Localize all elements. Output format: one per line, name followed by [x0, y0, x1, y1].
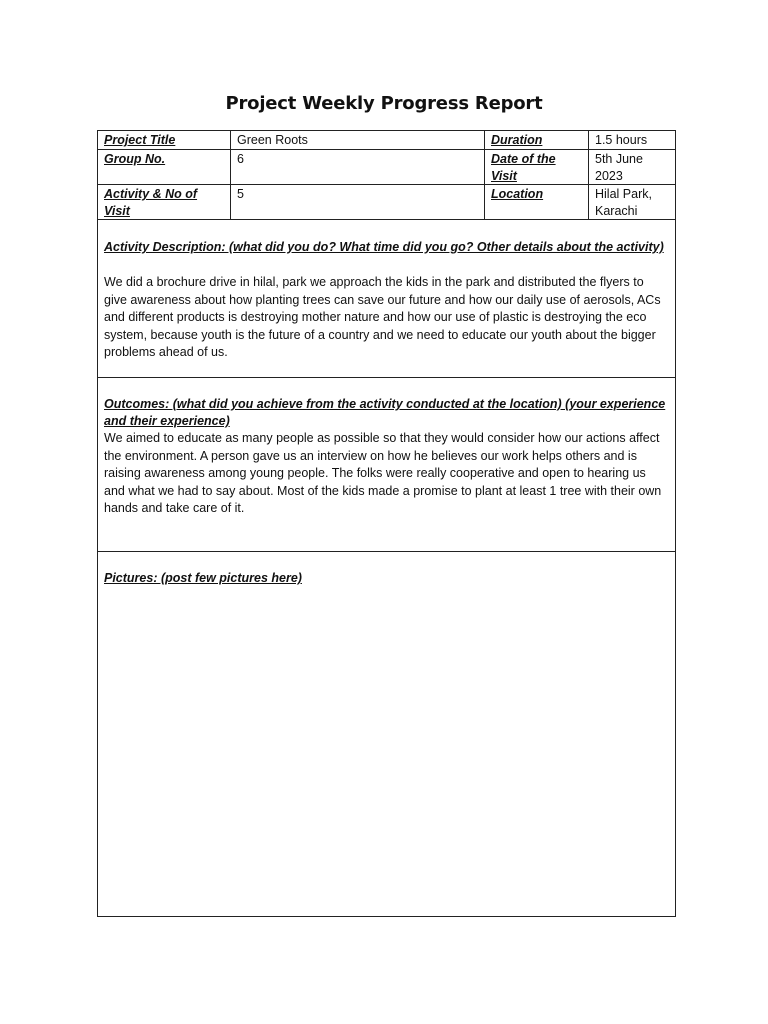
location-value: Hilal Park, Karachi: [595, 187, 652, 218]
outcomes-section-divider: [98, 551, 675, 552]
report-title: Project Weekly Progress Report: [225, 93, 543, 114]
pictures-heading: Pictures: (post few pictures here): [104, 571, 302, 585]
activity-description-text: We did a brochure drive in hilal, park we approach the kids in the park and distributed the flyers to give awareness about how planting trees can save our future and how our daily use of aerosols, ACs and different products is destroying mother nature and how our use of plastic is destroying the eco system, because youth is the future of a country and we need to educate our youth about the bigger problems ahead of us.: [104, 275, 661, 359]
date-of-visit-label: Date of the Visit: [491, 152, 556, 183]
activity-no-label: Activity & No of Visit: [104, 187, 198, 218]
group-no-label: Group No.: [104, 152, 166, 166]
activity-no-value: 5: [237, 187, 244, 201]
outcomes-text: We aimed to educate as many people as possible so that they would consider how our actions affect the environment. A person gave us an interview on how he believes our work helps others and is raising awareness among young people. The folks were really cooperative and open to hearing us and what we had to say about. Most of the kids made a promise to plant at least 1 tree with their own hands and take care of it.: [104, 431, 662, 515]
duration-label: Duration: [491, 133, 543, 147]
pictures-area: [104, 593, 669, 910]
group-no-value: 6: [237, 152, 244, 166]
date-of-visit-value: 5th June 2023: [595, 152, 643, 183]
activity-section-divider: [98, 377, 675, 378]
duration-value: 1.5 hours: [595, 133, 648, 147]
outcomes-heading: Outcomes: (what did you achieve from the activity conducted at the location) (your experience and their experience): [104, 397, 666, 428]
project-title-value: Green Roots: [237, 133, 308, 147]
report-table: [97, 130, 676, 917]
location-label: Location: [491, 187, 544, 201]
project-title-label: Project Title: [104, 133, 176, 147]
activity-description-heading: Activity Description: (what did you do? What time did you go? Other details about the activity): [104, 240, 664, 254]
